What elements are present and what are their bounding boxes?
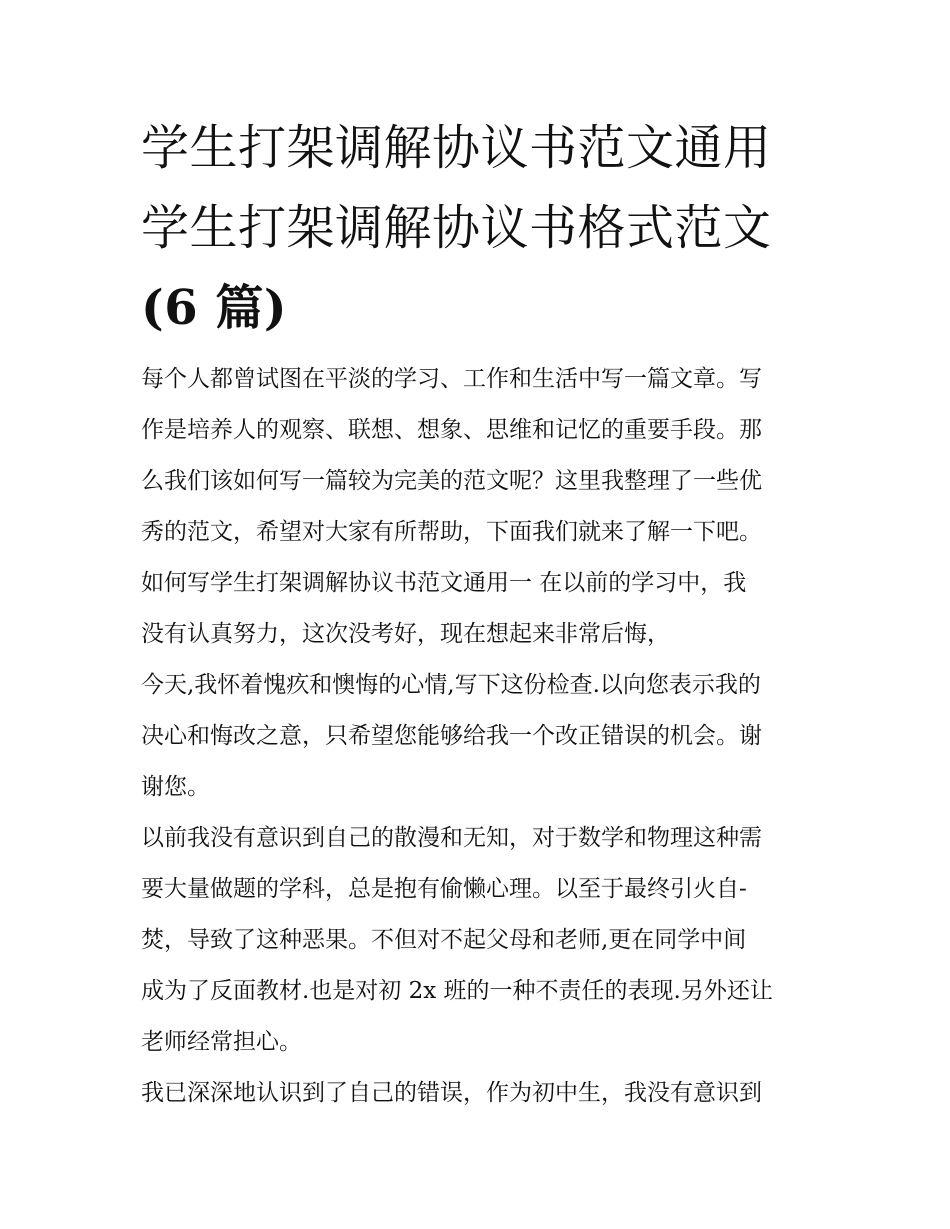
body-line: 以前我没有意识到自己的散漫和无知，对于数学和物理这种需 [141, 825, 762, 851]
body-line: 么我们该如何写一篇较为完美的范文呢？这里我整理了一些优 [141, 468, 762, 494]
body-line: 决心和悔改之意，只希望您能够给我一个改正错误的机会。谢 [141, 723, 762, 749]
title-line: (6 篇) [141, 280, 288, 336]
body-line: 成为了反面教材.也是对初 2x 班的一种不责任的表现.另外还让 [141, 978, 773, 1004]
body-line: 要大量做题的学科，总是抱有偷懒心理。以至于最终引火自- [141, 876, 747, 902]
body-line: 秀的范文，希望对大家有所帮助，下面我们就来了解一下吧。 [141, 519, 762, 545]
body-line: 老师经常担心。 [141, 1029, 302, 1055]
body-line: 我已深深地认识到了自己的错误，作为初中生，我没有意识到 [141, 1080, 762, 1106]
document-body [141, 354, 821, 1119]
document-title [141, 108, 821, 348]
body-line: 没有认真努力，这次没考好，现在想起来非常后悔， [141, 621, 670, 647]
body-line: 作是培养人的观察、联想、想象、思维和记忆的重要手段。那 [141, 417, 762, 443]
body-line: 今天,我怀着愧疚和懊悔的心情,写下这份检查.以向您表示我的 [141, 672, 761, 698]
title-line: 学生打架调解协议书格式范文 [141, 200, 772, 256]
body-line: 如何写学生打架调解协议书范文通用一 在以前的学习中，我 [141, 570, 747, 596]
body-line: 焚，导致了这种恶果。不但对不起父母和老师,更在同学中间 [141, 927, 747, 953]
body-line: 谢您。 [141, 774, 210, 800]
body-line: 每个人都曾试图在平淡的学习、工作和生活中写一篇文章。写 [141, 366, 762, 392]
title-line: 学生打架调解协议书范文通用 [141, 120, 772, 176]
